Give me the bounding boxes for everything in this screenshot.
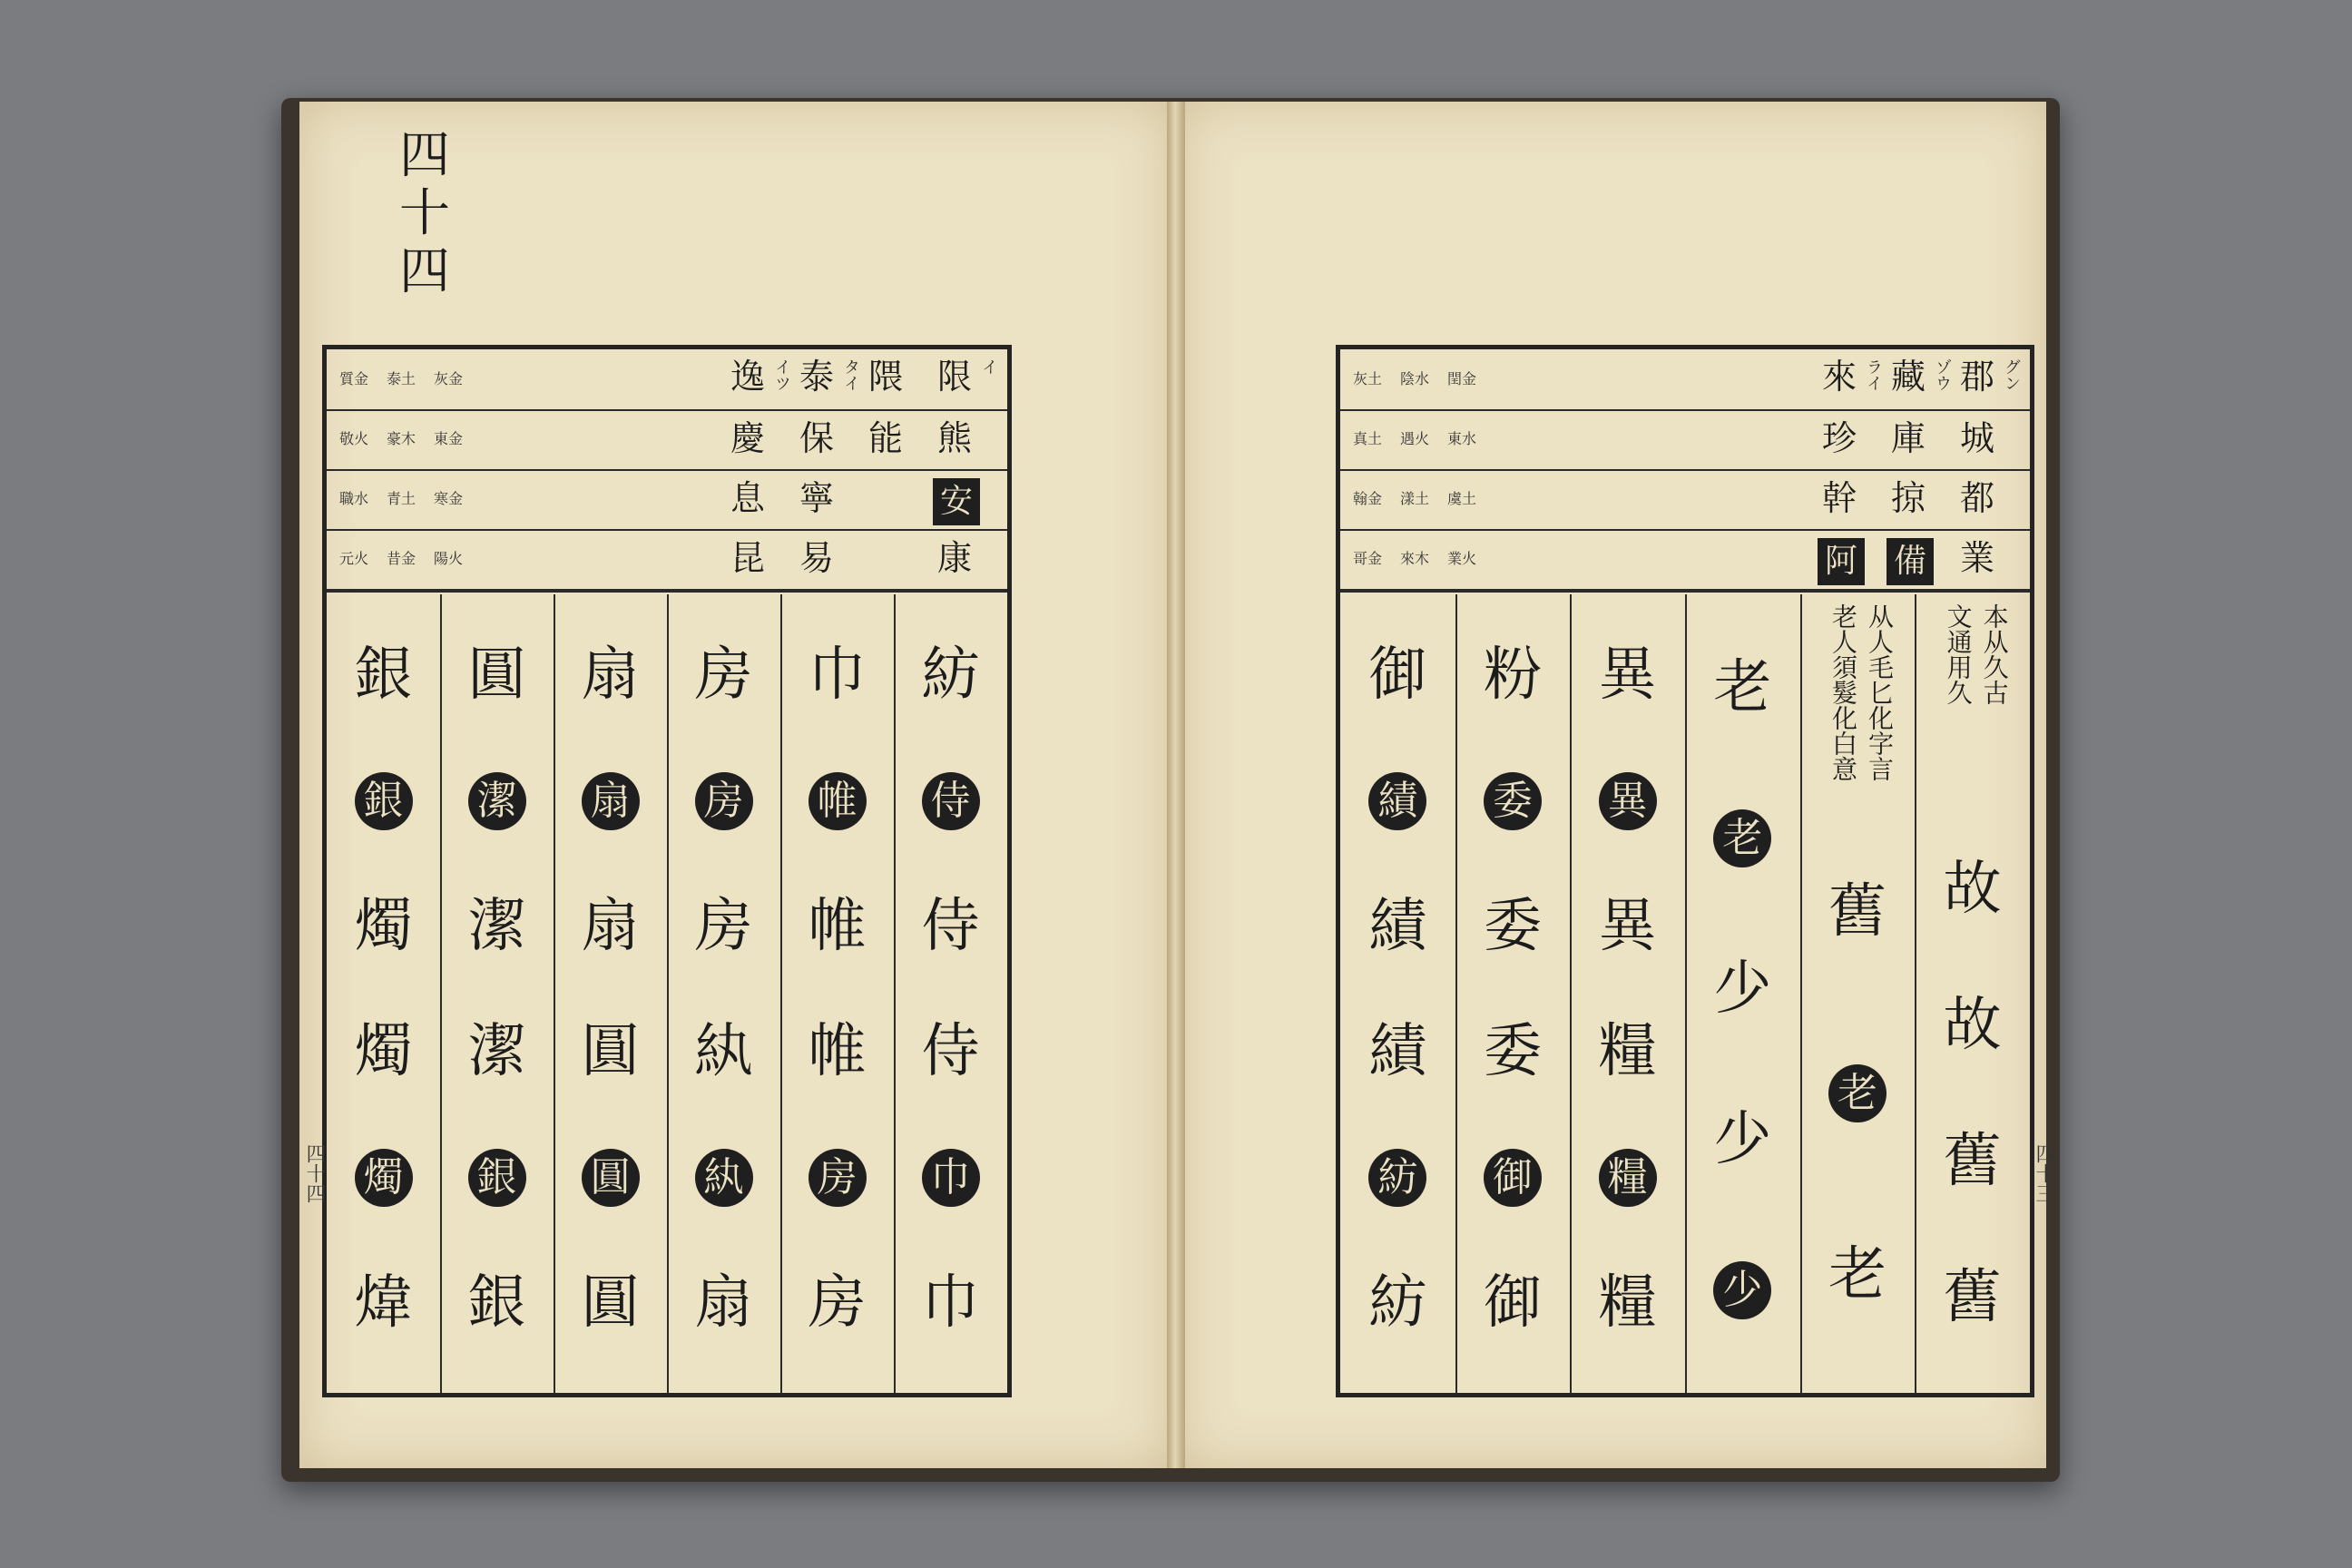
- grid-cell-char: 業: [1959, 538, 1994, 578]
- grid-gloss: 灰土: [1353, 370, 1383, 387]
- grid-gloss: 敬火: [339, 430, 369, 447]
- seal-char: 扇: [694, 1269, 753, 1337]
- grid-gloss: 東水: [1447, 430, 1477, 447]
- seal-char: 潔: [467, 892, 526, 960]
- column-note: 本从久古: [1979, 603, 2010, 705]
- grid-head-char: 逸: [730, 357, 765, 397]
- grid-gloss: 翰金: [1353, 490, 1383, 507]
- seal-char: 舊: [1943, 1264, 2002, 1331]
- seal-char: 巾: [921, 1269, 980, 1337]
- grid-cell-char: 慶: [730, 418, 765, 458]
- circled-seal-char: 潔: [468, 772, 526, 830]
- seal-char: 糧: [1598, 1269, 1657, 1337]
- grid-gloss: 東金: [434, 430, 464, 447]
- column-rule: [1685, 594, 1687, 1393]
- grid-gloss: 昔金: [387, 550, 416, 567]
- seal-char: 御: [1368, 642, 1427, 710]
- grid-head-char: 郡: [1959, 357, 1994, 397]
- column-rule: [554, 594, 555, 1393]
- column-rule: [894, 594, 896, 1393]
- seal-char: 燭: [354, 892, 413, 960]
- column-rule: [440, 594, 442, 1393]
- seal-char: 委: [1484, 1018, 1542, 1086]
- grid-head-char: 泰: [799, 357, 834, 397]
- seal-char: 侍: [921, 1018, 980, 1086]
- seal-char: 粉: [1484, 642, 1542, 710]
- seal-char: 潔: [467, 1018, 526, 1086]
- grid-gloss: 青土: [387, 490, 416, 507]
- seal-char: 績: [1368, 892, 1427, 960]
- seal-char: 房: [694, 892, 753, 960]
- grid-cell-char: 保: [799, 418, 834, 458]
- grid-gloss: 陰水: [1400, 370, 1430, 387]
- grid-rule: [1340, 529, 2030, 531]
- seal-char: 舊: [1828, 878, 1886, 946]
- column-rule: [1800, 594, 1802, 1393]
- circled-seal-char: 糧: [1599, 1149, 1657, 1207]
- grid-gloss: 灰金: [434, 370, 464, 387]
- grid-cell-char: 都: [1959, 478, 1994, 518]
- circled-seal-char: 異: [1599, 772, 1657, 830]
- grid-reading: タイ: [841, 358, 860, 391]
- grid-cell-char: 能: [867, 418, 903, 458]
- grid-rule: [1340, 469, 2030, 471]
- grid-gloss: 業火: [1447, 550, 1477, 567]
- seal-char: 房: [694, 642, 753, 710]
- seal-char: 帷: [808, 892, 867, 960]
- circled-seal-char: 御: [1484, 1149, 1542, 1207]
- grid-cell-char: 庫: [1890, 418, 1926, 458]
- seal-char: 侍: [921, 892, 980, 960]
- grid-cell-char: 熊: [936, 418, 972, 458]
- seal-char: 紡: [921, 642, 980, 710]
- grid-gloss: 哥金: [1353, 550, 1383, 567]
- grid-cell-char: 息: [730, 478, 765, 518]
- grid-gloss: 質金: [339, 370, 369, 387]
- page-number-digit: 十: [399, 184, 450, 243]
- seal-char: 委: [1484, 892, 1542, 960]
- grid-gloss: 虞土: [1447, 490, 1477, 507]
- grid-cell-char: 安: [933, 478, 980, 525]
- grid-cell-char: 易: [799, 538, 834, 578]
- grid-rule: [327, 409, 1007, 411]
- right-edge-label: 四十三: [2033, 1143, 2055, 1203]
- page-number-digit: 四: [399, 126, 450, 185]
- left-edge-label: 四十四: [303, 1143, 326, 1203]
- seal-char: 扇: [581, 892, 640, 960]
- circled-seal-char: 紈: [695, 1149, 753, 1207]
- left-page-number: [397, 127, 452, 301]
- grid-head-char: 藏: [1890, 357, 1926, 397]
- grid-cell-char: 阿: [1818, 538, 1865, 585]
- seal-char: 圓: [467, 642, 526, 710]
- grid-reading: ゾウ: [1933, 358, 1952, 391]
- grid-gloss: 豪木: [387, 430, 416, 447]
- book-gutter: [1167, 102, 1185, 1468]
- column-rule: [1915, 594, 1916, 1393]
- grid-cell-char: 康: [936, 538, 972, 578]
- circled-seal-char: 委: [1484, 772, 1542, 830]
- seal-char: 御: [1484, 1269, 1542, 1337]
- grid-head-char: 來: [1821, 357, 1857, 397]
- grid-cell-char: 幹: [1821, 478, 1857, 518]
- circled-seal-char: 房: [808, 1149, 867, 1207]
- column-note: 文通用久: [1943, 603, 1974, 705]
- page-number-digit: 四: [399, 242, 450, 301]
- grid-rule: [327, 529, 1007, 531]
- seal-char: 燭: [354, 1018, 413, 1086]
- grid-rule: [1340, 409, 2030, 411]
- grid-head-char: 隈: [867, 357, 903, 397]
- grid-gloss: 陽火: [434, 550, 464, 567]
- grid-cell-char: 城: [1959, 418, 1994, 458]
- circled-seal-char: 老: [1713, 809, 1771, 867]
- grid-reading: イ: [979, 358, 998, 375]
- circled-seal-char: 銀: [468, 1149, 526, 1207]
- grid-cell-char: 珍: [1821, 418, 1857, 458]
- seal-char: 圓: [581, 1269, 640, 1337]
- column-note: 老人須髮化白意: [1828, 603, 1858, 781]
- column-rule: [667, 594, 669, 1393]
- seal-char: 舊: [1943, 1128, 2002, 1195]
- grid-gloss: 元火: [339, 550, 369, 567]
- grid-reading: ライ: [1864, 358, 1883, 391]
- seal-char: 紈: [694, 1018, 753, 1086]
- seal-char: 異: [1598, 892, 1657, 960]
- seal-char: 巾: [808, 642, 867, 710]
- seal-char: 銀: [354, 642, 413, 710]
- grid-gloss: 泰土: [387, 370, 416, 387]
- seal-char: 房: [808, 1269, 867, 1337]
- seal-char: 糧: [1598, 1018, 1657, 1086]
- grid-gloss: 遇火: [1400, 430, 1430, 447]
- seal-char: 少: [1713, 1106, 1772, 1173]
- circled-seal-char: 圓: [582, 1149, 640, 1207]
- seal-char: 煒: [354, 1269, 413, 1337]
- circled-seal-char: 燭: [355, 1149, 413, 1207]
- circled-seal-char: 侍: [922, 772, 980, 830]
- grid-head-char: 限: [936, 357, 972, 397]
- grid-rule: [327, 469, 1007, 471]
- grid-gloss: 寒金: [434, 490, 464, 507]
- seal-char: 老: [1828, 1241, 1886, 1308]
- circled-seal-char: 扇: [582, 772, 640, 830]
- seal-char: 老: [1713, 654, 1772, 721]
- grid-cell-char: 寧: [799, 478, 834, 518]
- circled-seal-char: 少: [1713, 1261, 1771, 1319]
- grid-rule: [1340, 589, 2030, 593]
- seal-char: 故: [1943, 992, 2002, 1059]
- grid-cell-char: 昆: [730, 538, 765, 578]
- grid-gloss: 漾土: [1400, 490, 1430, 507]
- grid-gloss: 來木: [1400, 550, 1430, 567]
- seal-char: 帷: [808, 1018, 867, 1086]
- grid-rule: [327, 589, 1007, 593]
- circled-seal-char: 帷: [808, 772, 867, 830]
- circled-seal-char: 房: [695, 772, 753, 830]
- seal-char: 紡: [1368, 1269, 1427, 1337]
- circled-seal-char: 巾: [922, 1149, 980, 1207]
- seal-char: 績: [1368, 1018, 1427, 1086]
- grid-gloss: 真土: [1353, 430, 1383, 447]
- grid-reading: イツ: [772, 358, 791, 391]
- grid-cell-char: 備: [1886, 538, 1934, 585]
- seal-char: 少: [1713, 956, 1772, 1023]
- seal-char: 扇: [581, 642, 640, 710]
- seal-char: 銀: [467, 1269, 526, 1337]
- column-rule: [1455, 594, 1457, 1393]
- circled-seal-char: 績: [1368, 772, 1426, 830]
- circled-seal-char: 銀: [355, 772, 413, 830]
- seal-char: 故: [1943, 856, 2002, 923]
- circled-seal-char: 紡: [1368, 1149, 1426, 1207]
- grid-cell-char: 掠: [1890, 478, 1926, 518]
- seal-char: 異: [1598, 642, 1657, 710]
- column-rule: [1570, 594, 1572, 1393]
- grid-gloss: 閏金: [1447, 370, 1477, 387]
- column-note: 从人毛匕化字言: [1865, 603, 1895, 781]
- circled-seal-char: 老: [1828, 1064, 1886, 1122]
- grid-gloss: 職水: [339, 490, 369, 507]
- grid-reading: グン: [2002, 358, 2021, 391]
- seal-char: 圓: [581, 1018, 640, 1086]
- column-rule: [780, 594, 782, 1393]
